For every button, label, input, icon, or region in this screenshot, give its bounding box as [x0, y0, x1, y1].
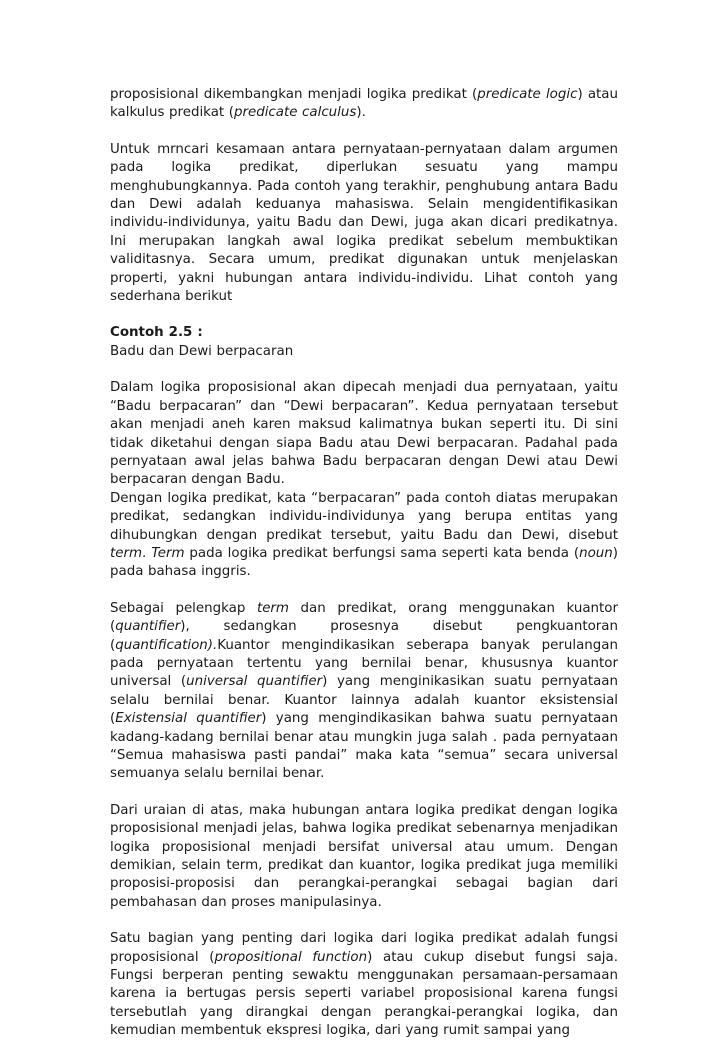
- text-run: Dengan logika predikat, kata “berpacaran” pada contoh diatas merupakan predikat, sedangkan individu-individunya yang berupa entitas yang dihubungkan dengan predikat tersebut, yaitu Badu dan Dewi, disebut: [110, 490, 618, 543]
- document-page: [110, 86, 618, 1059]
- text-run: ), sedangkan prosesnya disebut pengkuantoran (: [110, 619, 618, 653]
- example-heading: Contoh 2.5 :: [110, 325, 203, 341]
- italic-term: propositional function: [214, 949, 368, 965]
- text-run: .: [142, 545, 152, 561]
- paragraph-1: [110, 86, 618, 123]
- text-run: ) pada bahasa inggris.: [110, 545, 618, 580]
- italic-term: term: [110, 545, 143, 561]
- paragraph-2: [110, 141, 618, 307]
- italic-term: term: [256, 600, 289, 616]
- text-run: ).: [356, 105, 366, 121]
- text-run: dan predikat, orang menggunakan kuantor (: [110, 600, 618, 635]
- text-run: pada logika predikat berfungsi sama seperti kata benda (: [184, 545, 580, 561]
- text-run: Untuk mrncari kesamaan antara pernyataan-pernyataan dalam argumen pada logika predikat, diperlukan sesuatu yang mampu menghubungkannya. Pada contoh yang terakhir, penghubung antara Badu dan Dewi adalah keduanya mahasiswa. Selain mengidentifikasikan individu-individunya, yaitu Badu dan Dewi, juga akan dicari predikatnya. Ini merupakan langkah awal logika predikat sebelum membuktikan validitasnya. Secara umum, predikat digunakan untuk menjelaskan properti, yakni hubungan antara individu-individu. Lihat contoh yang sederhana berikut: [110, 141, 618, 305]
- italic-term: Existensial quantifier: [115, 711, 262, 727]
- text-run: Kuantor mengindikasikan seberapa banyak perulangan pada pernyataan tertentu yang bernilai benar, khususnya kuantor universal (: [110, 637, 618, 690]
- example-text: Badu dan Dewi berpacaran: [110, 343, 294, 359]
- text-run: ) atau cukup disebut fungsi saja. Fungsi berperan penting sewaktu menggunakan persamaan-persamaan karena ia bertugas persis seperti variabel proposisional karena fungsi tersebutlah yang dirangkai dengan perangkai-perangkai logika, dan kemudian membentuk ekspresi logika, dari yang rumit sampai yang: [110, 949, 618, 1039]
- italic-term: quantifier: [115, 619, 181, 635]
- text-run: ) yang mengindikasikan bahwa suatu pernyataan kadang-kadang bernilai benar atau mungkin juga salah . pada pernyataan “Semua mahasiswa pasti pandai” maka kata “semua” secara universal semuanya selalu bernilai benar.: [110, 711, 618, 782]
- italic-term: predicate calculus: [233, 105, 357, 121]
- italic-term: predicate logic: [477, 87, 578, 102]
- paragraph-7: [110, 930, 618, 1040]
- italic-term: universal quantifier: [186, 674, 323, 690]
- italic-term: quantification).: [115, 637, 218, 653]
- italic-term: noun: [579, 545, 613, 561]
- text-run: Satu bagian yang penting dari logika dari logika predikat adalah fungsi proposisional (: [110, 931, 618, 965]
- paragraph-6: [110, 802, 618, 912]
- paragraph-4: [110, 490, 618, 582]
- paragraph-5: [110, 600, 618, 784]
- text-run: Dalam logika proposisional akan dipecah menjadi dua pernyataan, yaitu “Badu berpacaran” dan “Dewi berpacaran”. Kedua pernyataan tersebut akan menjadi aneh karen maksud kalimatnya bukan seperti itu. Di sini tidak diketahui dengan siapa Badu atau Dewi berpacaran. Padahal pada pernyataan awal jelas bahwa Badu berpacaran dengan Dewi atau Dewi berpacaran dengan Badu.: [110, 380, 618, 488]
- text-run: Sebagai pelengkap: [110, 600, 257, 616]
- italic-term: Term: [151, 545, 185, 561]
- text-run: ) atau kalkulus predikat (: [110, 87, 618, 121]
- text-run: proposisional dikembangkan menjadi logika predikat (: [110, 87, 478, 102]
- text-run: Dari uraian di atas, maka hubungan antara logika predikat dengan logika proposisional menjadi jelas, bahwa logika predikat sebenarnya menjadikan logika proposisional menjadi bersifat universal atau umum. Dengan demikian, selain term, predikat dan kuantor, logika predikat juga memiliki proposisi-proposisi dan perangkai-perangkai sebagai bagian dari pembahasan dan proses manipulasinya.: [110, 802, 618, 910]
- paragraph-3: [110, 379, 618, 489]
- text-run: ) yang menginikasikan suatu pernyataan selalu bernilai benar. Kuantor lainnya adalah kuantor eksistensial (: [110, 674, 619, 727]
